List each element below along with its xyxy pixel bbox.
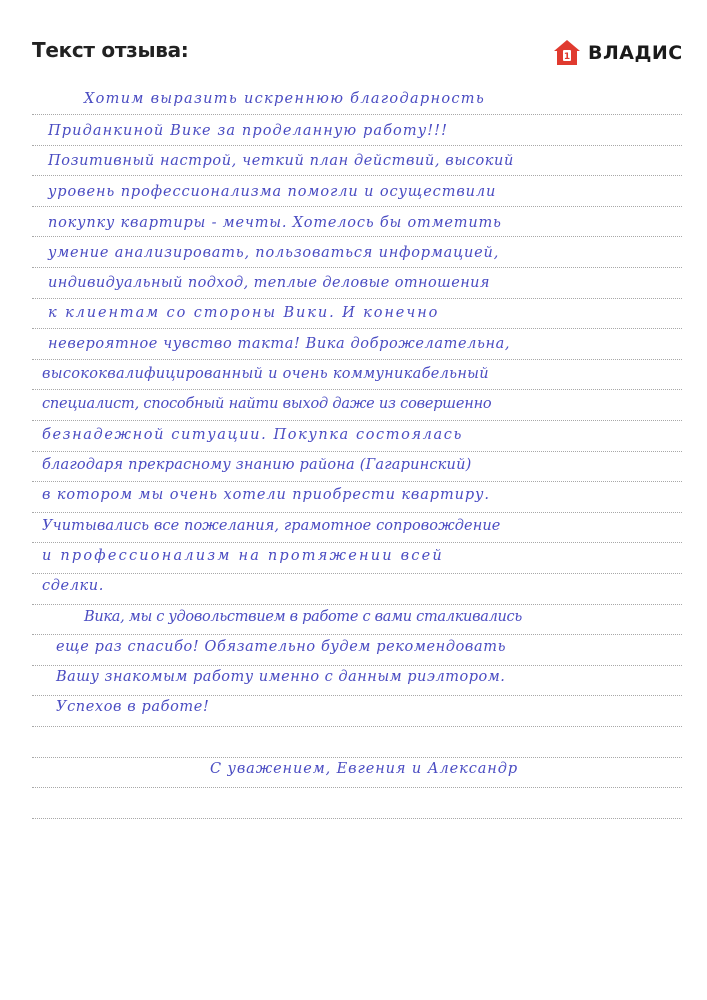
handwritten-line: умение анализировать, пользоваться информацией, (48, 245, 500, 261)
ruled-line (32, 787, 682, 788)
handwritten-line: в котором мы очень хотели приобрести квартиру. (42, 487, 490, 503)
ruled-line (32, 542, 682, 543)
house-key-icon (552, 38, 582, 68)
ruled-line (32, 604, 682, 605)
handwritten-signature-line: С уважением, Евгения и Александр (210, 761, 518, 777)
ruled-line (32, 389, 682, 390)
ruled-line (32, 634, 682, 635)
handwritten-line: невероятное чувство такта! Вика доброжелательна, (48, 336, 511, 352)
handwritten-line: специалист, способный найти выход даже из совершенно (42, 396, 492, 412)
ruled-line (32, 328, 682, 329)
ruled-line (32, 114, 682, 115)
handwritten-line: высококвалифицированный и очень коммуникабельный (42, 366, 489, 382)
ruled-line (32, 665, 682, 666)
ruled-line (32, 420, 682, 421)
ruled-line (32, 481, 682, 482)
handwritten-line: Хотим выразить искреннюю благодарность (84, 91, 486, 107)
ruled-line (32, 818, 682, 819)
ruled-line (32, 757, 682, 758)
handwritten-line: уровень профессионализма помогли и осуществили (48, 184, 497, 200)
handwritten-line: сделки. (42, 578, 104, 594)
handwritten-line: еще раз спасибо! Обязательно будем рекомендовать (56, 639, 507, 655)
logo-badge: 1 (563, 52, 571, 62)
handwritten-line: индивидуальный подход, теплые деловые отношения (48, 275, 490, 291)
ruled-line (32, 573, 682, 574)
logo-text: ВЛАДИС (588, 42, 683, 64)
ruled-line (32, 267, 682, 268)
vladis-logo (552, 38, 683, 68)
ruled-line (32, 145, 682, 146)
ruled-line (32, 451, 682, 452)
handwritten-line: Вика, мы с удовольствием в работе с вами сталкивались (84, 609, 522, 625)
handwritten-line: Успехов в работе! (56, 699, 210, 715)
handwritten-line: Учитывались все пожелания, грамотное сопровождение (42, 518, 501, 534)
handwritten-line: безнадежной ситуации. Покупка состоялась (42, 427, 463, 443)
handwritten-line: благодаря прекрасному знанию района (Гагаринский) (42, 457, 472, 473)
handwritten-line: и профессионализм на протяжении всей (42, 548, 444, 564)
handwritten-line: Позитивный настрой, четкий план действий, высокий (48, 153, 514, 169)
ruled-line (32, 175, 682, 176)
ruled-line (32, 512, 682, 513)
review-header-title: Текст отзыва: (32, 38, 189, 62)
ruled-line (32, 298, 682, 299)
handwritten-line: к клиентам со стороны Вики. И конечно (48, 305, 440, 321)
handwritten-line: Приданкиной Вике за проделанную работу!!! (48, 123, 449, 139)
ruled-line (32, 726, 682, 727)
ruled-line (32, 695, 682, 696)
ruled-line (32, 206, 682, 207)
ruled-line (32, 236, 682, 237)
ruled-line (32, 359, 682, 360)
handwritten-line: Вашу знакомым работу именно с данным риэлтором. (56, 669, 506, 685)
handwritten-line: покупку квартиры - мечты. Хотелось бы отметить (48, 215, 502, 231)
